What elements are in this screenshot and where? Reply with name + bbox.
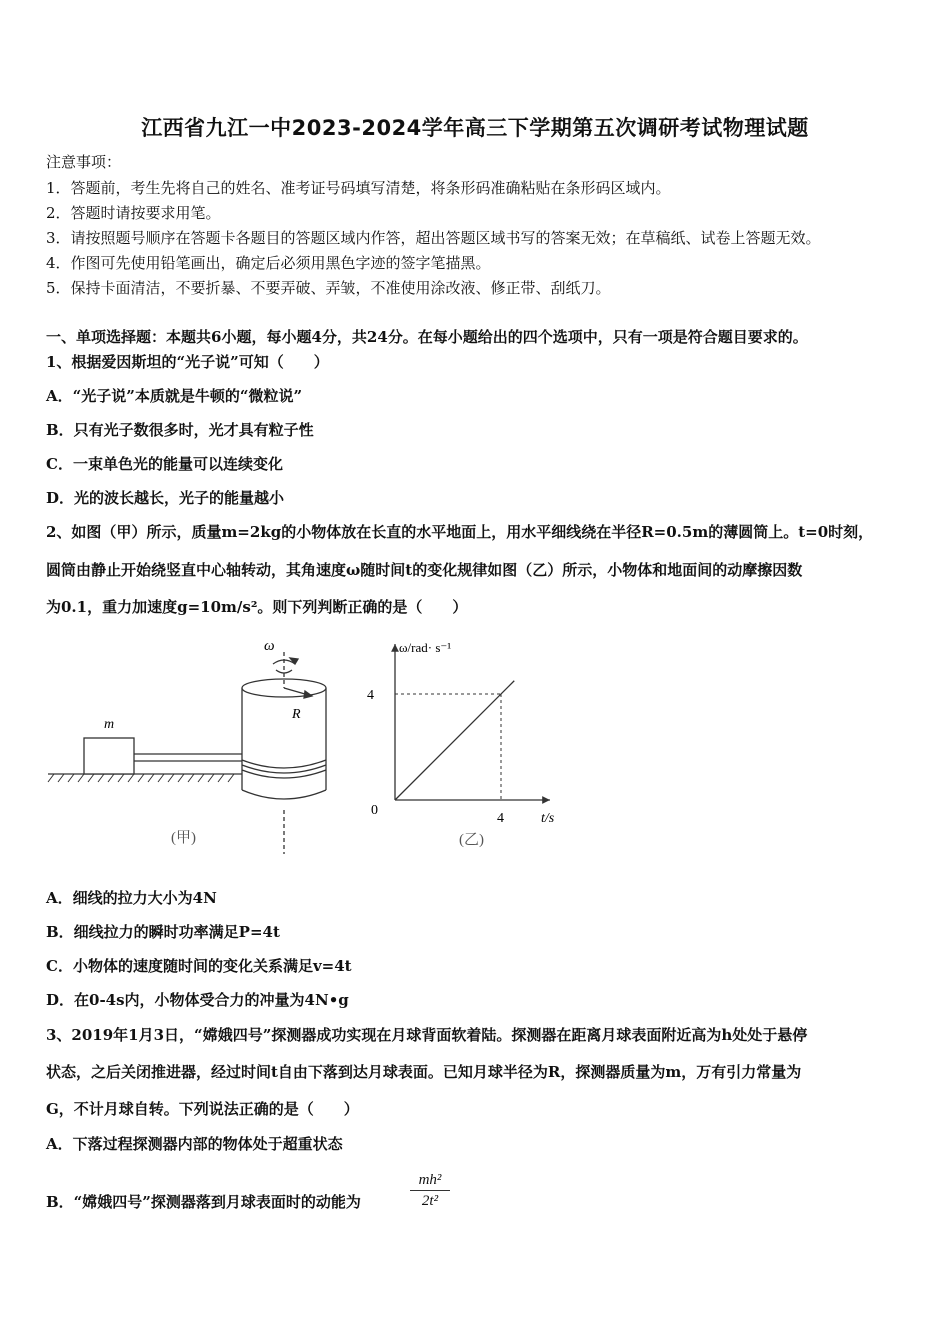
x-tick-label: 0 — [371, 803, 378, 818]
caption-jia: (甲) — [171, 830, 196, 846]
label-m: m — [104, 717, 115, 732]
q1-option-c: C．一束单色光的能量可以连续变化 — [46, 455, 283, 473]
x-axis-label: t/s — [541, 811, 555, 826]
q3-stem-line: 状态，之后关闭推进器，经过时间t自由下落到达月球表面。已知月球半径为R，探测器质量为m，万有引力常量为 — [46, 1063, 802, 1081]
figure-cylinder-block — [46, 632, 346, 857]
notice-item: 5．保持卡面清洁，不要折暴、不要弄破、弄皱，不准使用涂改液、修正带、刮纸刀。 — [46, 279, 611, 297]
caption-yi: (乙) — [459, 832, 484, 848]
q2-option-d: D．在0-4s内，小物体受合力的冲量为4N•g — [46, 991, 349, 1009]
q2-stem-line: 为0.1，重力加速度g=10m/s²。则下列判断正确的是（ ） — [46, 598, 468, 616]
notice-item: 2．答题时请按要求用笔。 — [46, 204, 221, 222]
label-R: R — [292, 707, 301, 722]
series-line — [395, 681, 514, 800]
q2-option-c: C．小物体的速度随时间的变化关系满足v=4t — [46, 957, 352, 975]
q1-option-a: A．“光子说”本质就是牛顿的“微粒说” — [46, 387, 303, 405]
q3-option-b: B．“嫦娥四号”探测器落到月球表面时的动能为 — [46, 1193, 361, 1211]
q2-stem-line: 2、如图（甲）所示，质量m=2kg的小物体放在长直的水平地面上，用水平细线绕在半径R=0.5m的薄圆筒上。t=0时刻， — [46, 523, 874, 541]
q3-option-a: A．下落过程探测器内部的物体处于超重状态 — [46, 1135, 343, 1153]
page-title: 江西省九江一中2023-2024学年高三下学期第五次调研考试物理试题 — [141, 116, 809, 140]
q1-option-d: D．光的波长越长，光子的能量越小 — [46, 489, 285, 507]
notice-item: 4．作图可先使用铅笔画出，确定后必须用黑色字迹的签字笔描黑。 — [46, 254, 491, 272]
y-tick-label: 4 — [367, 688, 374, 703]
q3-stem-line: G，不计月球自转。下列说法正确的是（ ） — [46, 1100, 359, 1118]
q2-option-b: B．细线拉力的瞬时功率满足P=4t — [46, 923, 280, 941]
notice-heading: 注意事项： — [46, 153, 122, 171]
x-tick-label: 4 — [497, 811, 504, 826]
chart-omega-t — [355, 632, 585, 857]
notice-item: 3．请按照题号顺序在答题卡各题目的答题区域内作答，超出答题区域书写的答案无效；在草稿纸、试卷上答题无效。 — [46, 229, 821, 247]
formula-numerator: mh² — [410, 1170, 450, 1191]
formula-denominator: 2t² — [421, 1193, 439, 1209]
section-heading: 一、单项选择题：本题共6小题，每小题4分，共24分。在每小题给出的四个选项中，只有一项是符合题目要求的。 — [46, 328, 808, 346]
q2-stem-line: 圆筒由静止开始绕竖直中心轴转动，其角速度ω随时间t的变化规律如图（乙）所示，小物体和地面间的动摩擦因数 — [46, 561, 803, 579]
formula-kinetic-energy — [410, 1170, 450, 1211]
q1-stem: 1、根据爱因斯坦的“光子说”可知（ ） — [46, 353, 329, 371]
label-omega: ω — [264, 638, 275, 654]
y-axis-label: ω/rad· s⁻¹ — [399, 640, 452, 655]
q1-option-b: B．只有光子数很多时，光才具有粒子性 — [46, 421, 314, 439]
q2-option-a: A．细线的拉力大小为4N — [46, 889, 217, 907]
q3-stem-line: 3、2019年1月3日，“嫦娥四号”探测器成功实现在月球背面软着陆。探测器在距离月球表面附近高为h处处于悬停 — [46, 1026, 808, 1044]
notice-item: 1．答题前，考生先将自己的姓名、准考证号码填写清楚，将条形码准确粘贴在条形码区域内。 — [46, 179, 671, 197]
